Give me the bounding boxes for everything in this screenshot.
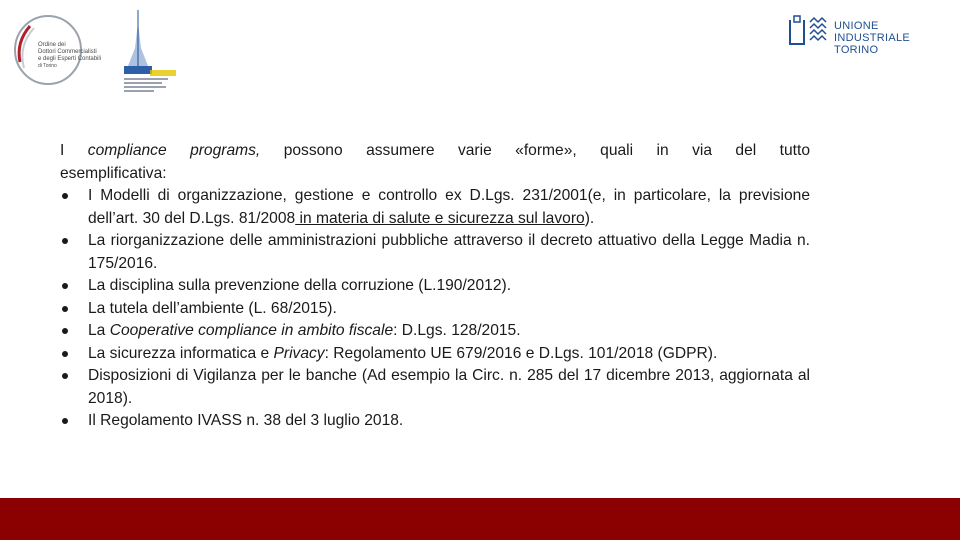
bullet-icon <box>62 373 68 379</box>
list-item: La riorganizzazione delle amministrazioni pubbliche attraverso il decreto attuativo della Legge Madia n. 175/2016. <box>60 230 810 275</box>
list-item: Disposizioni di Vigilanza per le banche (Ad esempio la Circ. n. 285 del 17 dicembre 2013, aggiornata al 2018). <box>60 365 810 410</box>
list-item: La disciplina sulla prevenzione della corruzione (L.190/2012). <box>60 275 810 298</box>
intro-line-1 <box>60 140 810 163</box>
seal-line-3: e degli Esperti Contabili <box>38 56 102 62</box>
intro-term: compliance programs, <box>87 142 261 159</box>
list-item: La tutela dell’ambiente (L. 68/2015). <box>60 298 810 321</box>
odcec-seal-icon <box>12 12 112 88</box>
bullet-icon <box>62 351 68 357</box>
seal-line-2: Dottori Commercialisti <box>38 49 97 55</box>
underlined-text: in materia di salute e sicurezza sul lavoro <box>295 209 585 227</box>
mole-antonelliana-icon <box>116 8 182 98</box>
intro-paragraph <box>60 140 810 185</box>
list-item: Il Regolamento IVASS n. 38 del 3 luglio 2018. <box>60 410 810 433</box>
list-item: La sicurezza informatica e Privacy: Regolamento UE 679/2016 e D.Lgs. 101/2018 (GDPR). <box>60 343 810 366</box>
slide-body <box>60 140 810 433</box>
intro-rest: possono assumere varie «forme», quali in via del tutto <box>260 142 811 159</box>
bullet-icon <box>62 328 68 334</box>
unione-industriale-icon <box>786 14 832 50</box>
list-item: I Modelli di organizzazione, gestione e controllo ex D.Lgs. 231/2001(e, in particolare, la previsione dell’art. 30 del D.Lgs. 81/2008 in materia di salute e sicurezza sul lavoro). <box>60 185 810 230</box>
bullet-icon <box>62 193 68 199</box>
bullet-list <box>60 185 810 433</box>
intro-prefix: I <box>60 142 88 159</box>
odcec-logo <box>12 12 112 88</box>
list-item: La Cooperative compliance in ambito fiscale: D.Lgs. 128/2015. <box>60 320 810 343</box>
unione-line-2: TORINO <box>834 44 879 56</box>
seal-line-4: di Torino <box>38 63 57 69</box>
seal-line-1: Ordine dei <box>38 42 66 48</box>
unione-line-1: UNIONE INDUSTRIALE <box>834 20 911 44</box>
bullet-icon <box>62 283 68 289</box>
unione-industriale-logo <box>786 14 946 54</box>
bullet-icon <box>62 306 68 312</box>
intro-line-2: esemplificativa: <box>60 164 167 182</box>
bullet-icon <box>62 418 68 424</box>
bullet-icon <box>62 238 68 244</box>
footer-bar <box>0 498 960 540</box>
mole-logo <box>116 8 182 98</box>
